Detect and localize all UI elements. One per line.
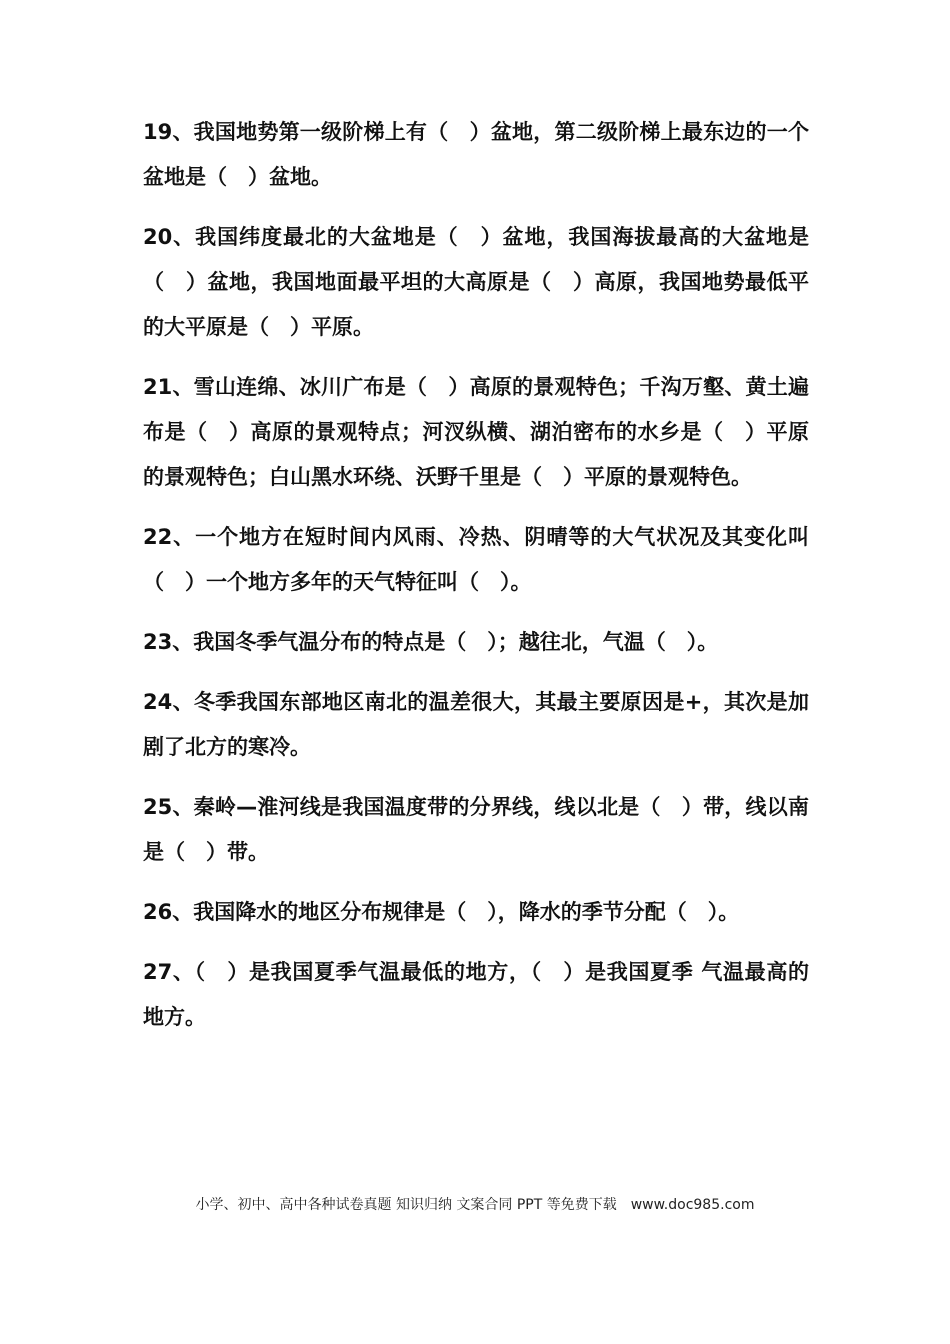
question-27: 27、（ ）是我国夏季气温最低的地方，（ ）是我国夏季 气温最高的地方。	[143, 960, 809, 1029]
footer-text: 小学、初中、高中各种试卷真题 知识归纳 文案合同 PPT 等免费下载 www.doc985.com	[195, 1197, 755, 1213]
question-24: 24、冬季我国东部地区南北的温差很大，其最主要原因是+，其次是加剧了北方的寒冷。	[143, 690, 809, 759]
question-20: 20、我国纬度最北的大盆地是（ ）盆地，我国海拔最高的大盆地是（ ）盆地，我国地面最平坦的大高原是（ ）高原，我国地势最低平的大平原是（ ）平原。	[143, 225, 809, 339]
question-26: 26、我国降水的地区分布规律是（ ），降水的季节分配（ ）。	[143, 900, 740, 924]
question-25: 25、秦岭—淮河线是我国温度带的分界线，线以北是（ ）带，线以南是（ ）带。	[143, 795, 809, 864]
question-list	[143, 110, 809, 1055]
question-23: 23、我国冬季气温分布的特点是（ ）；越往北，气温（ ）。	[143, 630, 719, 654]
question-21: 21、雪山连绵、冰川广布是（ ）高原的景观特色；千沟万壑、黄土遍布是（ ）高原的景观特点；河汊纵横、湖泊密布的水乡是（ ）平原的景观特色；白山黑水环绕、沃野千里是（ ）平原的景观特色。	[143, 375, 809, 489]
question-19: 19、我国地势第一级阶梯上有（ ）盆地，第二级阶梯上最东边的一个盆地是（ ）盆地。	[143, 120, 809, 189]
question-22: 22、一个地方在短时间内风雨、冷热、阴晴等的大气状况及其变化叫（ ）一个地方多年的天气特征叫（ ）。	[143, 525, 809, 594]
